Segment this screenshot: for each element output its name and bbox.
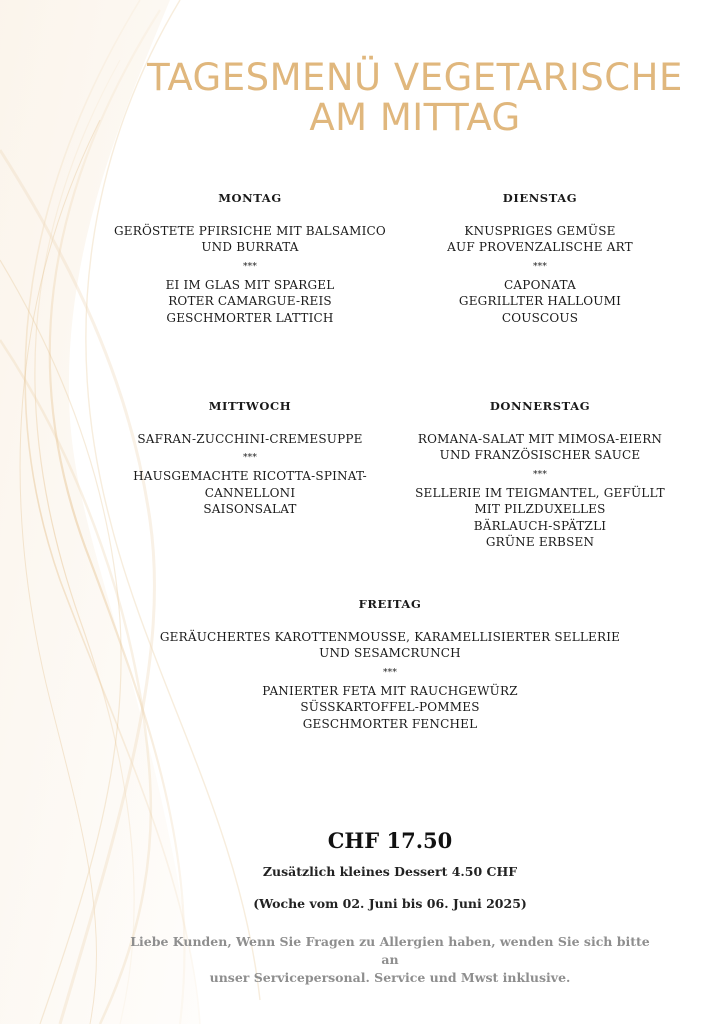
starter-line: UND SESAMCRUNCH	[319, 646, 461, 660]
day-name: DIENSTAG	[502, 191, 578, 205]
dessert-extra: Zusätzlich kleines Dessert 4.50 CHF	[262, 864, 518, 879]
starter-line: GERÄUCHERTES KAROTTENMOUSSE, KARAMELLISIERTER SELLERIE	[159, 629, 621, 644]
main-line: ROTER CAMARGUE-REIS	[168, 294, 332, 308]
main-line: GESCHMORTER FENCHEL	[302, 716, 478, 731]
main-line: GESCHMORTER LATTICH	[166, 310, 334, 325]
starter-line: GERÖSTETE PFIRSICHE MIT BALSAMICO	[114, 223, 386, 238]
allergy-note	[130, 933, 650, 987]
course-separator: ***	[532, 469, 548, 480]
main-line: EI IM GLAS MIT SPARGEL	[165, 277, 335, 292]
day-name: MONTAG	[218, 191, 282, 205]
main-line: HAUSGEMACHTE RICOTTA-SPINAT-	[133, 469, 367, 483]
main-line: CANNELLONI	[204, 485, 296, 500]
day-donnerstag	[400, 398, 680, 551]
main-line: SELLERIE IM TEIGMANTEL, GEFÜLLT	[415, 485, 665, 500]
main-line: GRÜNE ERBSEN	[485, 535, 595, 549]
menu-title-line-2: AM MITTAG	[309, 96, 521, 139]
main-line: PANIERTER FETA MIT RAUCHGEWÜRZ	[262, 683, 518, 698]
menu-title-line-1: TAGESMENÜ VEGETARISCHE	[147, 56, 683, 99]
day-name: FREITAG	[358, 597, 422, 611]
main-line: SÜSSKARTOFFEL-POMMES	[300, 700, 480, 714]
menu-price: CHF 17.50	[327, 828, 453, 853]
starter-line: SAFRAN-ZUCCHINI-CREMESUPPE	[137, 431, 363, 446]
course-separator: ***	[532, 261, 548, 272]
course-separator: ***	[382, 667, 398, 678]
main-line: BÄRLAUCH-SPÄTZLI	[473, 518, 607, 533]
main-line: CAPONATA	[504, 277, 576, 292]
course-separator: ***	[242, 261, 258, 272]
starter-line: AUF PROVENZALISCHE ART	[447, 240, 633, 254]
day-name: MITTWOCH	[208, 399, 292, 413]
starter-line: ROMANA-SALAT MIT MIMOSA-EIERN	[417, 431, 663, 446]
allergy-note-line-1: Liebe Kunden, Wenn Sie Fragen zu Allergien haben, wenden Sie sich bitte an	[130, 934, 650, 967]
day-name: DONNERSTAG	[489, 399, 591, 413]
menu-title	[130, 58, 700, 138]
main-line: MIT PILZDUXELLES	[474, 502, 606, 516]
main-line: SAISONSALAT	[203, 502, 297, 516]
starter-line: KNUSPRIGES GEMÜSE	[464, 223, 616, 238]
day-montag	[110, 190, 390, 326]
day-freitag	[130, 596, 650, 732]
starter-line: UND BURRATA	[201, 240, 299, 254]
day-mittwoch	[110, 398, 390, 518]
main-line: COUSCOUS	[501, 310, 579, 325]
main-line: GEGRILLTER HALLOUMI	[458, 294, 622, 308]
starter-line: UND FRANZÖSISCHER SAUCE	[439, 448, 641, 462]
day-dienstag	[400, 190, 680, 326]
course-separator: ***	[242, 453, 258, 463]
week-range: (Woche vom 02. Juni bis 06. Juni 2025)	[253, 896, 527, 911]
allergy-note-line-2: unser Servicepersonal. Service und Mwst inklusive.	[209, 970, 571, 985]
